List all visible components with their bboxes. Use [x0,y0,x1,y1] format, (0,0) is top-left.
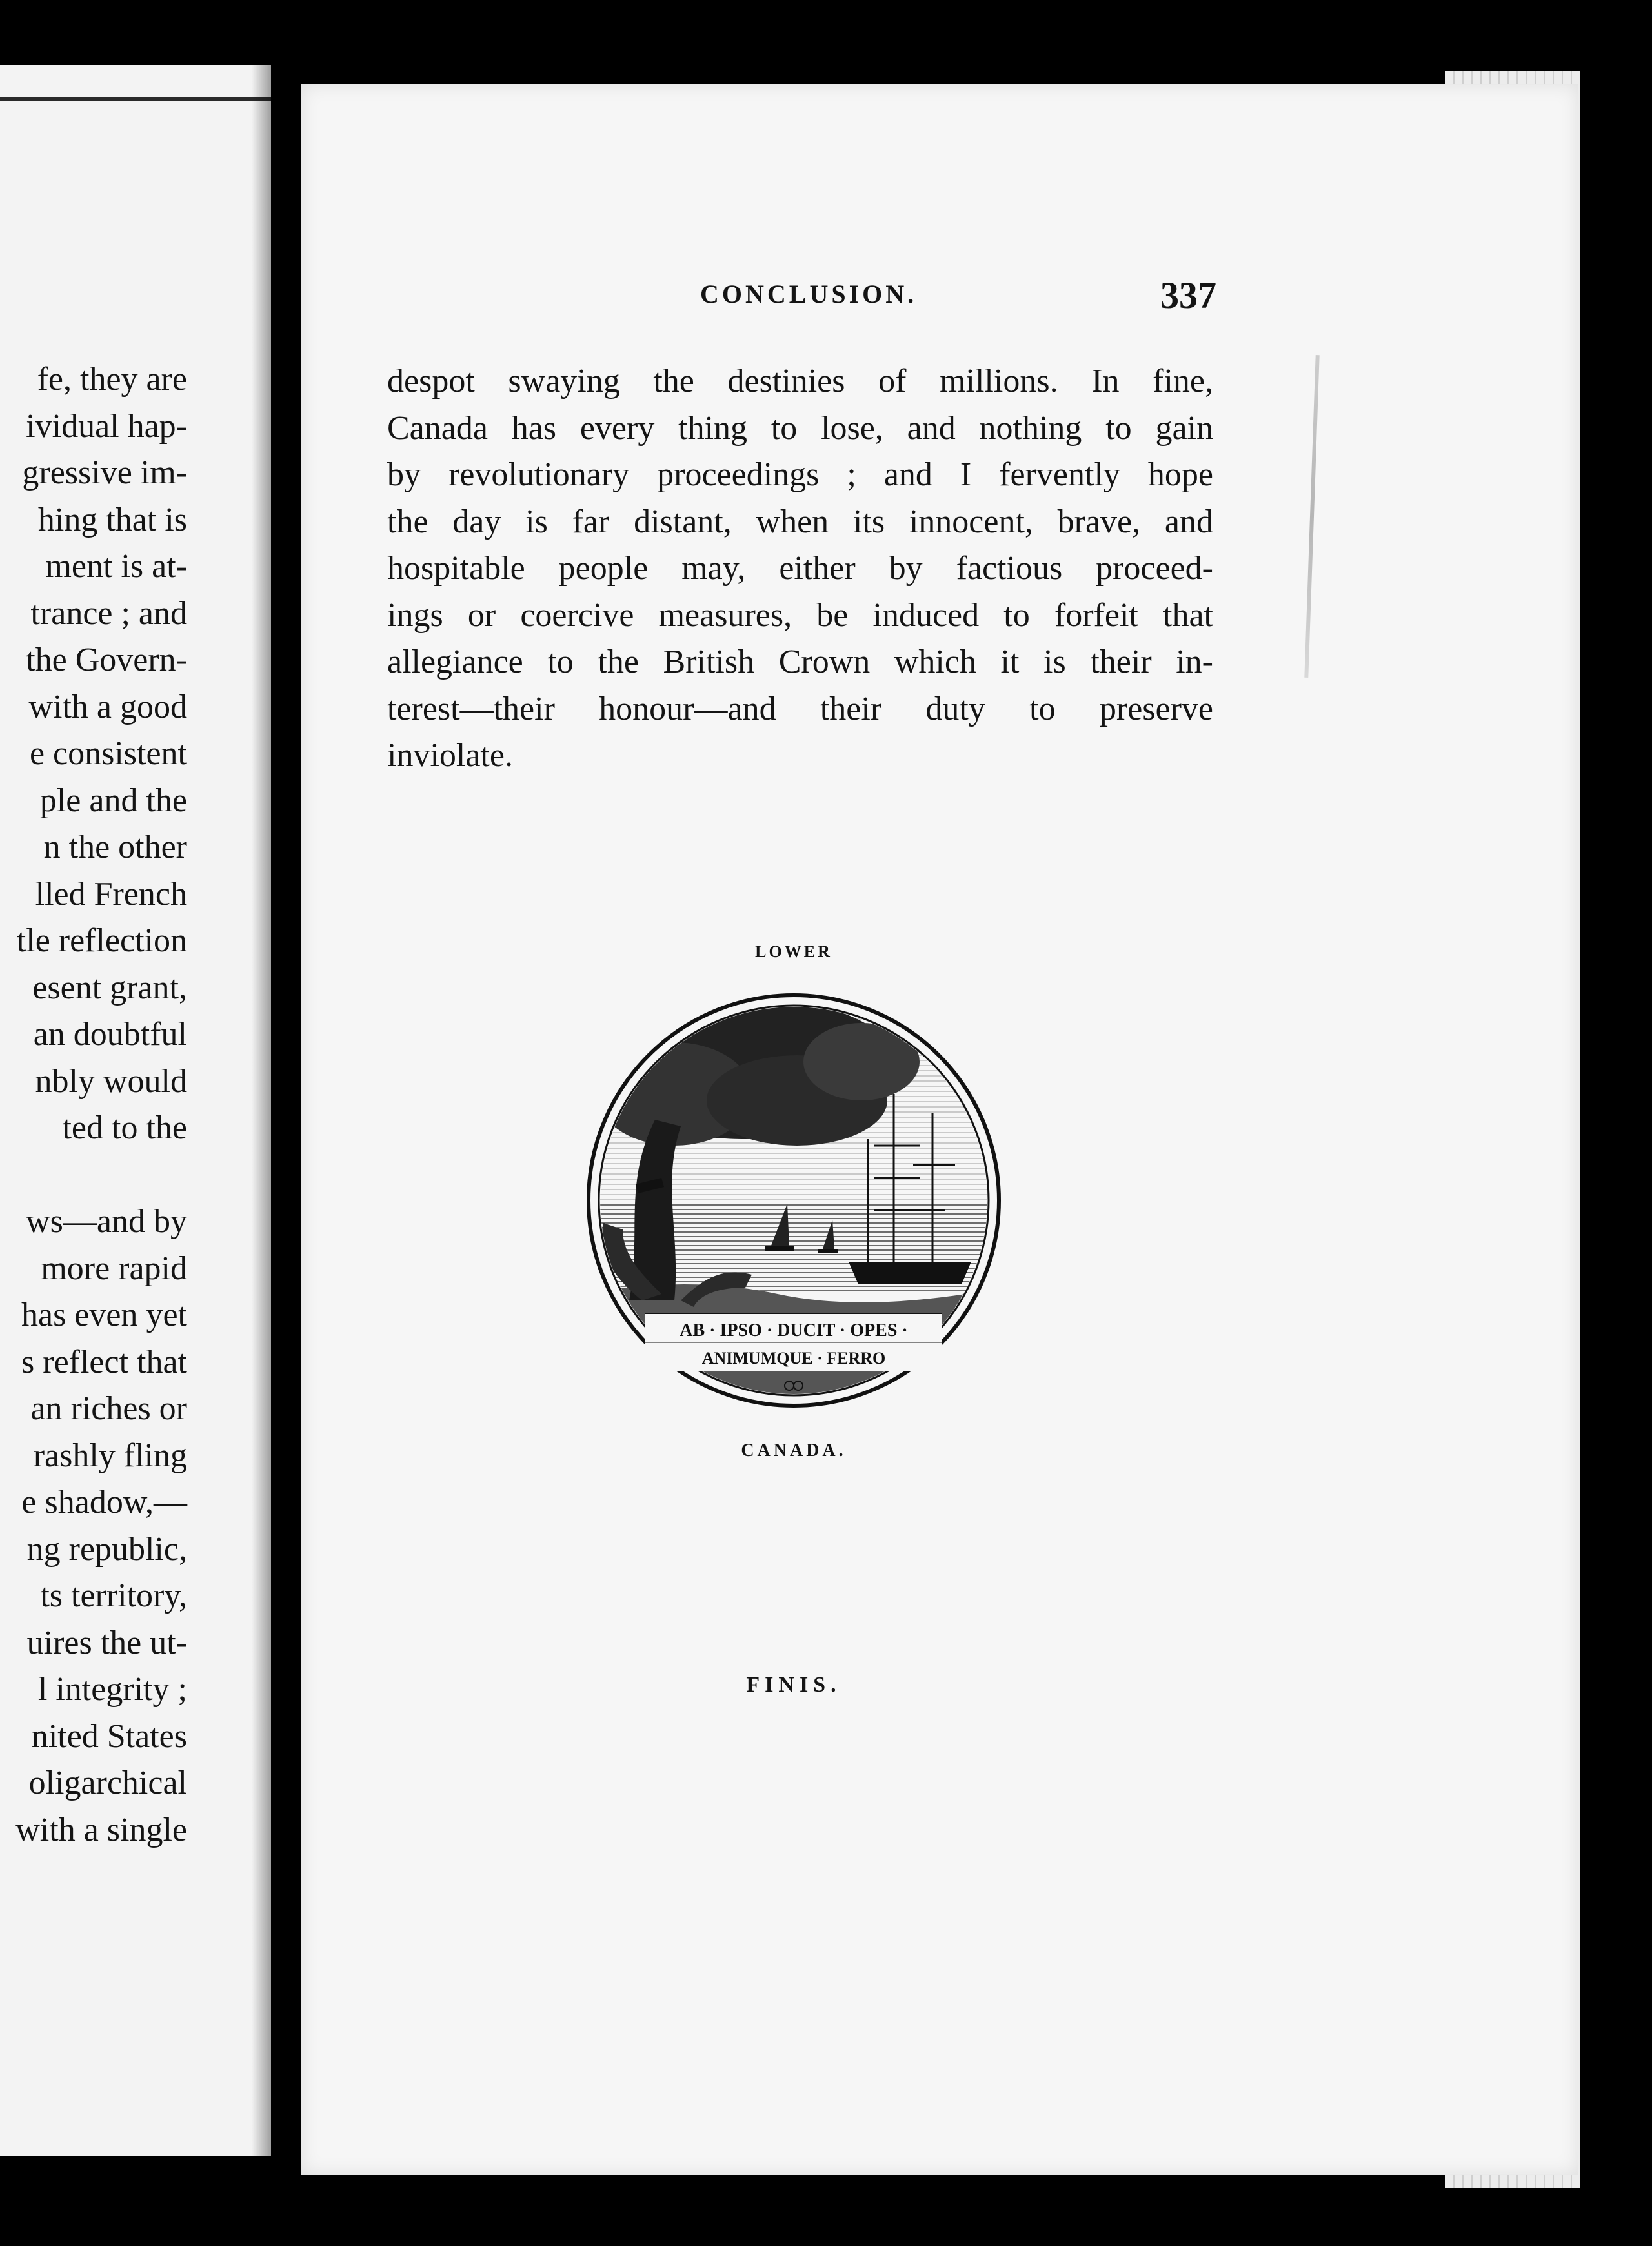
left-page-text [0,356,187,1854]
left-line: with a single [15,1811,187,1848]
left-line: nbly would [35,1062,187,1100]
text-line: by revolutionary proceedings ; and I fervently hope [387,456,1213,493]
left-line: trance ; and [30,594,187,632]
left-line: uires the ut- [26,1624,187,1661]
text-line-last: inviolate. [387,737,513,774]
left-page [0,65,271,2156]
left-line: an doubtful [33,1016,187,1053]
left-line: rashly fling [33,1437,187,1474]
left-line: l integrity ; [37,1671,187,1708]
seal-warship-hull [849,1262,971,1284]
left-line: e shadow,— [21,1484,187,1521]
seal-motto-line2: ANIMUMQUE · FERRO [701,1349,886,1368]
left-line: tle reflection [16,922,187,959]
left-line: ts territory, [40,1577,187,1614]
left-line: with a good [28,688,187,725]
left-line: nited States [31,1717,187,1755]
text-line: ings or coercive measures, be induced to forfeit that [387,596,1213,634]
left-page-gutter-shadow [252,65,271,2156]
left-line: has even yet [21,1297,187,1333]
seal-of-lower-canada [584,991,1003,1410]
left-line: fe, they are [37,361,187,398]
left-line: more rapid [41,1249,187,1287]
left-line: n the other [43,829,187,865]
text-line: despot swaying the destinies of millions. In fine, [387,363,1213,400]
background-edge [1580,71,1652,2201]
left-line: ng republic, [26,1530,187,1568]
left-line: hing that is [37,501,187,538]
left-line: gressive im- [22,454,187,491]
left-line: ws—and by [26,1203,187,1240]
left-line: lled French [35,875,187,913]
left-line: ividual hap- [26,407,187,445]
running-head: CONCLUSION. [700,279,918,309]
text-line: allegiance to the British Crown which it is their in- [387,643,1213,680]
body-text [387,358,1213,780]
seal-caption-bottom: CANADA. [741,1441,847,1461]
text-line: hospitable people may, either by factious proceed- [387,550,1213,587]
left-line: ment is at- [45,548,187,585]
left-line-blank [0,1152,187,1199]
page-number: 337 [1160,274,1216,316]
text-line: the day is far distant, when its innocent, brave, and [387,503,1213,540]
left-line: ple and the [39,782,187,819]
left-line: the Govern- [26,642,187,678]
left-line: e consistent [29,735,187,772]
left-line: esent grant, [32,969,187,1006]
left-line: an riches or [30,1390,187,1427]
left-line: oligarchical [28,1765,187,1801]
text-line: Canada has every thing to lose, and nothing to gain [387,409,1213,447]
seal-caption-top: LOWER [755,942,832,961]
text-line: terest—their honour—and their duty to preserve [387,690,1213,727]
book-gutter [271,0,301,2246]
finis: FINIS. [746,1673,841,1697]
left-line: ted to the [62,1109,187,1146]
left-page-top-rule [0,97,271,101]
seal-motto-line1: AB · IPSO · DUCIT · OPES · [680,1320,908,1341]
left-line: s reflect that [21,1343,187,1381]
